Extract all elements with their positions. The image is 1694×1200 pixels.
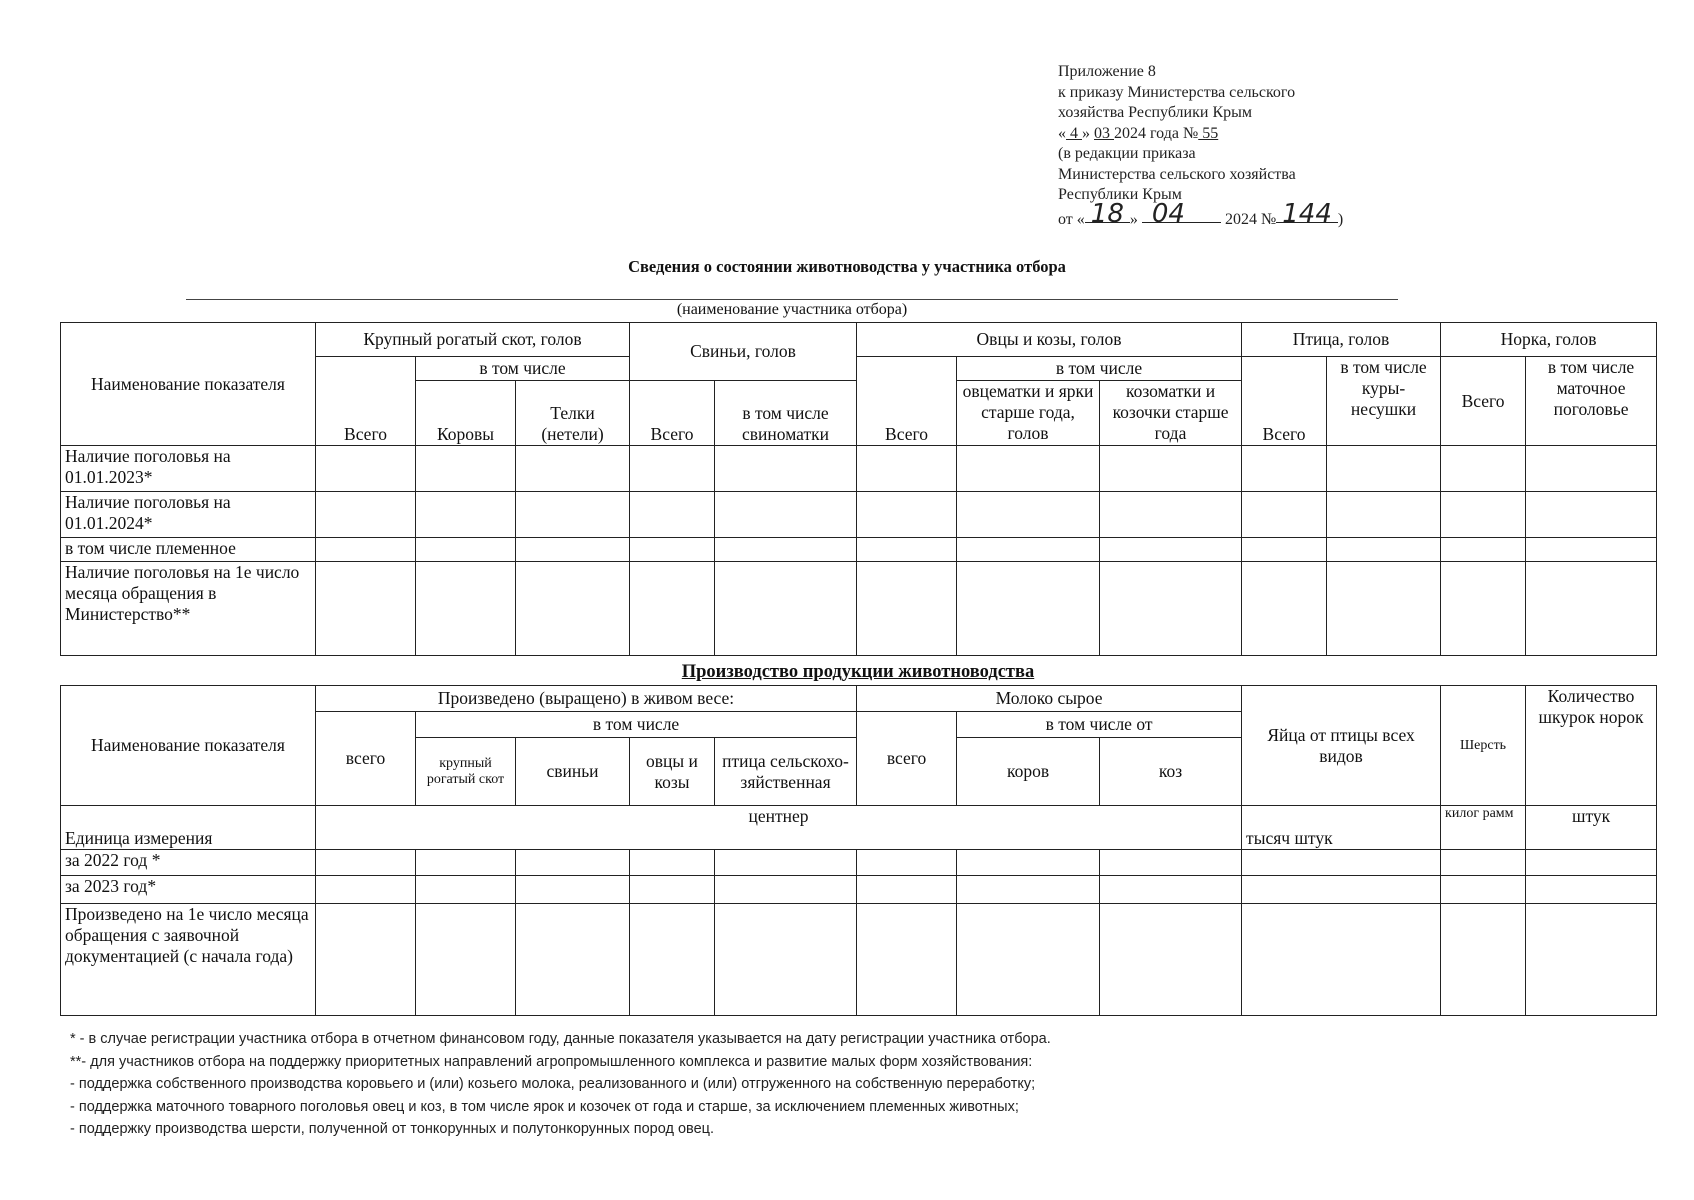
mink-total-header: Всего [1441, 357, 1526, 446]
handwritten-day: 18 [1085, 206, 1130, 223]
table-row [61, 876, 1657, 904]
does-header: козоматки и козочки старше года [1100, 381, 1242, 446]
unit-pcs: штук [1526, 806, 1657, 850]
row-label: за 2023 год* [61, 876, 316, 904]
live-including-header: в том числе [416, 712, 857, 738]
cattle-header: Крупный рогатый скот, голов [316, 323, 630, 357]
pigs-subheader: свиньи [516, 738, 630, 806]
goats-subheader: коз [1100, 738, 1242, 806]
table-row [61, 492, 1657, 538]
eggs-header: Яйца от птицы всех видов [1242, 686, 1441, 806]
footnotes [70, 1028, 1630, 1141]
order-reference [1058, 62, 1388, 230]
mink-skins-header: Количество шкурок норок [1526, 686, 1657, 806]
sheep-including-header: в том числе [957, 357, 1242, 381]
poultry-header: Птица, голов [1242, 323, 1441, 357]
revision-date-line: от « 18 » 04 2024 № 144 ) [1058, 198, 1344, 229]
footnote: * - в случае регистрации участника отбора в отчетном финансовом году, данные показателя указывается на дату регистрации участника отбора. [70, 1031, 1051, 1047]
ministry-line: хозяйства Республики Крым [1058, 104, 1252, 121]
revision-line: (в редакции приказа [1058, 145, 1196, 162]
handwritten-month: 04 [1142, 206, 1221, 223]
live-weight-header: Произведено (выращено) в живом весе: [316, 686, 857, 712]
revision-region-line: Республики Крым [1058, 186, 1182, 203]
row-label: Наличие поголовья на 01.01.2024* [61, 492, 316, 538]
mink-breeding-header: в том числе маточное поголовье [1526, 357, 1657, 446]
unit-kg: килог рамм [1441, 806, 1526, 850]
sheep-total-header: Всего [857, 357, 957, 446]
pigs-total-header: Всего [630, 381, 715, 446]
table-row [61, 904, 1657, 1016]
production-title: Производство продукции животноводства [681, 662, 1035, 682]
row-label: Наличие поголовья на 1е число месяца обращения в Министерство** [61, 562, 316, 656]
sheep-goats-subheader: овцы и козы [630, 738, 715, 806]
footnote: - поддержку производства шерсти, полученной от тонкорунных и полутонкорунных пород овец. [70, 1121, 714, 1137]
poultry-total-header: Всего [1242, 357, 1327, 446]
milk-total-header: всего [857, 712, 957, 806]
participant-name-caption: (наименование участника отбора) [676, 301, 908, 318]
cows-header: Коровы [416, 381, 516, 446]
wool-header: Шерсть [1441, 686, 1526, 806]
unit-label: Единица измерения [61, 806, 316, 850]
sheep-goats-header: Овцы и козы, голов [857, 323, 1242, 357]
table-row [61, 850, 1657, 876]
sows-header: в том числе свиноматки [715, 381, 857, 446]
table-row [61, 562, 1657, 656]
order-day: 4 [1066, 124, 1082, 142]
cattle-subheader: крупный рогатый скот [416, 738, 516, 806]
row-label: в том числе племенное [61, 538, 316, 562]
revision-ministry-line: Министерства сельского хозяйства [1058, 165, 1296, 183]
row-label: Произведено на 1е число месяца обращения с заявочной документацией (с начала года) [61, 904, 316, 1016]
pigs-header: Свиньи, голов [630, 323, 857, 381]
unit-row [61, 806, 1657, 850]
cattle-total-header: Всего [316, 357, 416, 446]
milk-including-header: в том числе от [957, 712, 1242, 738]
table-row [61, 446, 1657, 492]
order-month: 03 [1094, 124, 1114, 142]
unit-thousand: тысяч штук [1242, 806, 1441, 850]
mink-header: Норка, голов [1441, 323, 1657, 357]
cows-subheader: коров [957, 738, 1100, 806]
poultry-subheader: птица сельскохо-зяйственная [715, 738, 857, 806]
footnote: - поддержка маточного товарного поголовья овец и коз, в том числе ярок и козочек от года и старше, за исключением племенных животных; [70, 1098, 1019, 1115]
heifers-header: Телки (нетели) [516, 381, 630, 446]
cattle-including-header: в том числе [416, 357, 630, 381]
footnote: - поддержка собственного производства коровьего и (или) козьего молока, реализованного и (или) отгруженного на собственную переработку; [70, 1076, 1036, 1092]
indicator-header: Наименование показателя [61, 686, 316, 806]
livestock-production-table [60, 685, 1657, 1016]
table-row [61, 538, 1657, 562]
milk-header: Молоко сырое [857, 686, 1242, 712]
order-number: 55 [1198, 124, 1219, 142]
hens-header: в том числе куры-несушки [1327, 357, 1441, 446]
appendix-line: Приложение 8 [1058, 63, 1156, 80]
order-line: к приказу Министерства сельского [1058, 83, 1296, 101]
indicator-header: Наименование показателя [61, 323, 316, 446]
handwritten-number: 144 [1276, 206, 1338, 223]
document-title: Сведения о состоянии животноводства у участника отбора [628, 257, 1066, 276]
live-total-header: всего [316, 712, 416, 806]
row-label: Наличие поголовья на 01.01.2023* [61, 446, 316, 492]
row-label: за 2022 год * [61, 850, 316, 876]
ewes-header: овцематки и ярки старше года, голов [957, 381, 1100, 446]
unit-centner: центнер [316, 806, 1242, 850]
footnote: **- для участников отбора на поддержку приоритетных направлений агропромышленного комплекса и развитие малых форм хозяйствования: [70, 1053, 1033, 1070]
livestock-status-table [60, 322, 1657, 656]
order-date-line: « 4 » 03 2024 года № 55 [1058, 124, 1219, 142]
participant-name-line [186, 299, 1398, 300]
